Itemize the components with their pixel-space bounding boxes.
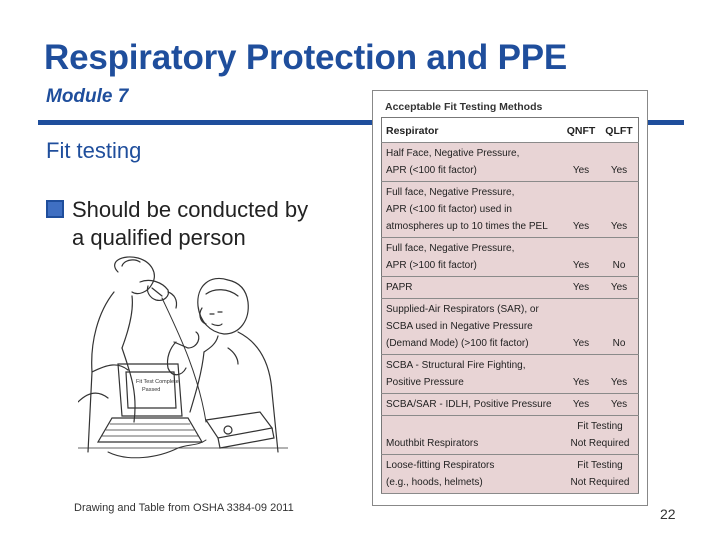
qlft-cell: No (600, 238, 639, 277)
fit-test-drawing (78, 252, 288, 468)
table-row (382, 238, 639, 277)
respirator-line: Fit Testing (577, 460, 623, 471)
screen-text-line1: Fit Test Complete (136, 379, 179, 385)
image-credit: Drawing and Table from OSHA 3384-09 2011 (74, 502, 294, 514)
qnft-cell: Yes (562, 394, 600, 416)
qnft-cell: Yes (562, 143, 600, 182)
header-respirator: Respirator (382, 118, 563, 143)
respirator-cell (382, 299, 563, 355)
fit-test-machine (206, 412, 272, 438)
checkbox-bullet-icon (46, 200, 64, 218)
slide-subtitle: Module 7 (46, 86, 129, 107)
table-row (382, 143, 639, 182)
table-header-row (382, 118, 639, 143)
respirator-line: APR (<100 fit factor) (386, 165, 477, 176)
table-row (382, 455, 639, 494)
table-title: Acceptable Fit Testing Methods (385, 101, 543, 113)
respirator-cell (382, 455, 563, 494)
qnft-cell: Yes (562, 299, 600, 355)
fit-testing-not-required-cell (562, 455, 639, 494)
table-row (382, 394, 639, 416)
respirator-line: APR (>100 fit factor) (386, 260, 477, 271)
qlft-cell: No (600, 299, 639, 355)
respirator-cell (382, 182, 563, 238)
table-grid (381, 117, 639, 494)
qlft-cell: Yes (600, 355, 639, 394)
qnft-cell: Yes (562, 238, 600, 277)
respirator-line: PAPR (386, 282, 413, 293)
table-row (382, 355, 639, 394)
respirator-line: Not Required (570, 477, 630, 488)
woman-hair (198, 278, 248, 334)
qnft-cell: Yes (562, 355, 600, 394)
respirator-cell (382, 355, 563, 394)
qlft-cell: Yes (600, 394, 639, 416)
screen-text-line2: Passed (142, 387, 161, 393)
respirator-line: Not Required (570, 438, 630, 449)
qlft-cell: Yes (600, 277, 639, 299)
header-qnft: QNFT (562, 118, 600, 143)
respirator-line: SCBA/SAR - IDLH, Positive Pressure (386, 399, 552, 410)
table-row (382, 182, 639, 238)
page-number: 22 (660, 506, 676, 522)
respirator-line: (Demand Mode) (>100 fit factor) (386, 338, 529, 349)
fit-testing-not-required-cell (562, 416, 639, 455)
respirator-cell (382, 238, 563, 277)
respirator-line: Half Face, Negative Pressure, (386, 148, 520, 159)
qlft-cell: Yes (600, 182, 639, 238)
respirator-line: Loose-fitting Respirators (386, 460, 495, 471)
qnft-cell: Yes (562, 277, 600, 299)
respirator-line: Mouthbit Respirators (386, 438, 479, 449)
fit-testing-table (372, 90, 648, 506)
respirator-cell (382, 416, 563, 455)
bullet-point (46, 196, 346, 252)
table-row (382, 416, 639, 455)
sample-tube (162, 298, 206, 422)
respirator-line: Fit Testing (577, 421, 623, 432)
section-heading: Fit testing (46, 138, 142, 163)
table-row (382, 277, 639, 299)
qlft-cell: Yes (600, 143, 639, 182)
bullet-text-line1: Should be conducted by (72, 197, 309, 222)
slide-title: Respiratory Protection and PPE (44, 38, 568, 77)
respirator-line: SCBA used in Negative Pressure (386, 321, 533, 332)
respirator-line: SCBA - Structural Fire Fighting, (386, 360, 526, 371)
qnft-cell: Yes (562, 182, 600, 238)
respirator-line: Supplied-Air Respirators (SAR), or (386, 304, 539, 315)
respirator-cell (382, 143, 563, 182)
man-head (115, 257, 155, 294)
table-row (382, 299, 639, 355)
bullet-text-line2: a qualified person (72, 225, 246, 250)
respirator-cell (382, 394, 563, 416)
respirator-line: (e.g., hoods, helmets) (386, 477, 483, 488)
respirator-cell (382, 277, 563, 299)
header-qlft: QLFT (600, 118, 639, 143)
respirator-line: Full face, Negative Pressure, (386, 187, 515, 198)
respirator-line: Full face, Negative Pressure, (386, 243, 515, 254)
respirator-line: Positive Pressure (386, 377, 464, 388)
respirator-line: APR (<100 fit factor) used in (386, 204, 512, 215)
respirator-line: atmospheres up to 10 times the PEL (386, 221, 548, 232)
